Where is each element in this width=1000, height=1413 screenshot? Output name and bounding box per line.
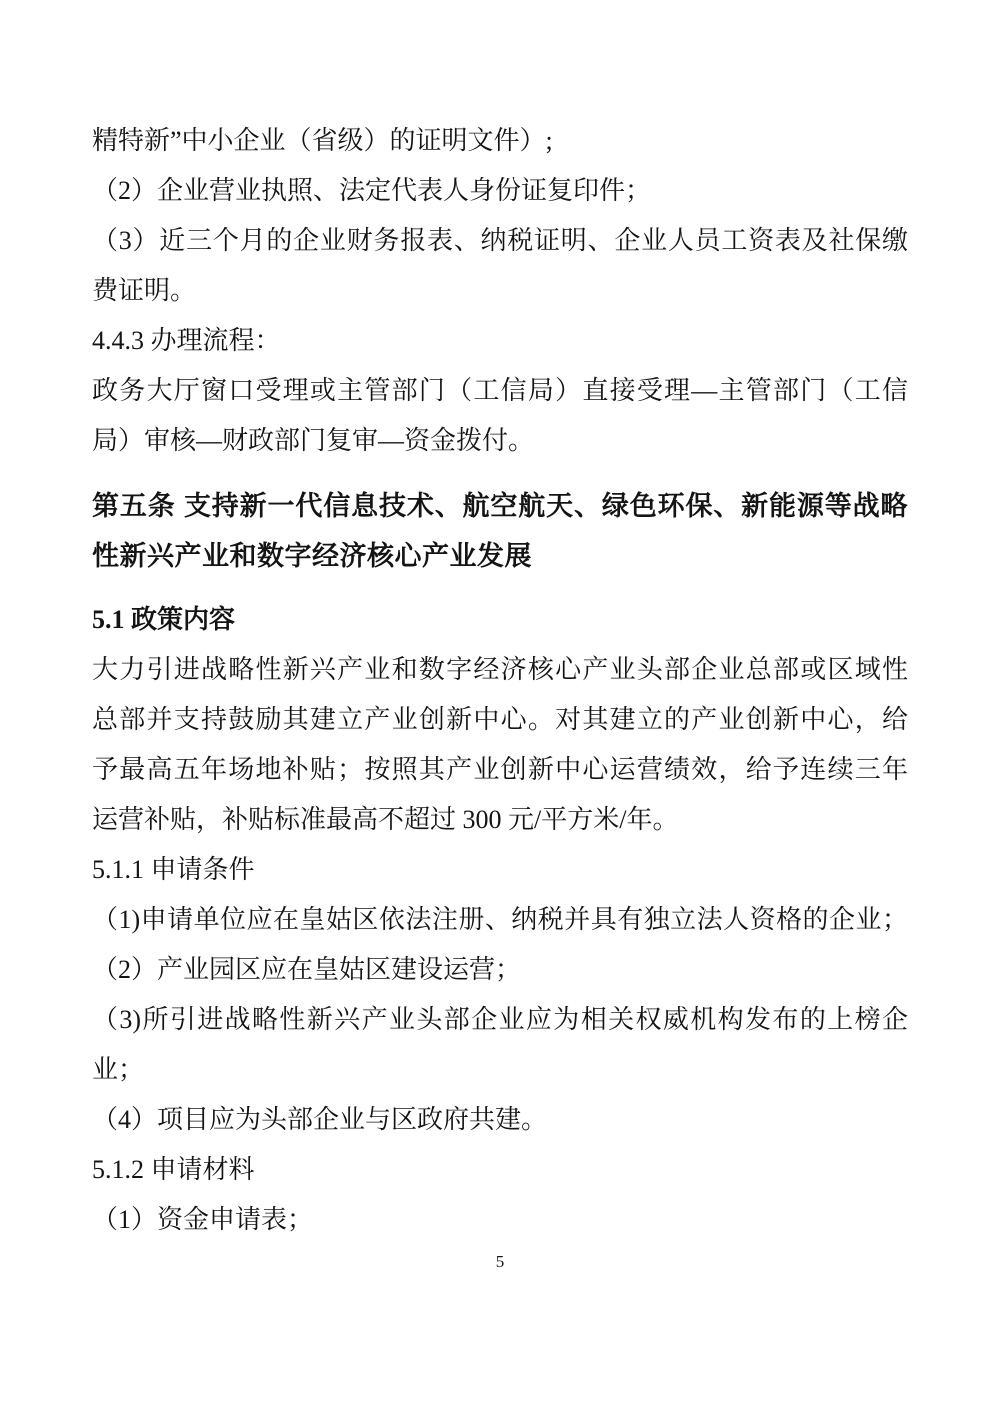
page-number: 5: [495, 1252, 505, 1271]
text-line: （3）近三个月的企业财务报表、纳税证明、企业人员工资表及社保缴: [92, 226, 908, 255]
text-line: 运营补贴，补贴标准最高不超过 300 元/平方米/年。: [92, 805, 679, 834]
text-line: 总部并支持鼓励其建立产业创新中心。对其建立的产业创新中心，给: [92, 705, 908, 734]
paragraph-application-materials-continued: [92, 116, 908, 316]
text-line: 局）审核—财政部门复审—资金拨付。: [92, 426, 535, 455]
section-5-1-2-materials: [92, 1145, 908, 1245]
section-4-4-3-process: [92, 316, 908, 466]
text-line: 第五条 支持新一代信息技术、航空航天、绿色环保、新能源等战略: [92, 491, 908, 521]
text-line: 政务大厅窗口受理或主管部门（工信局）直接受理—主管部门（工信: [92, 376, 908, 405]
text-line: 4.4.3 办理流程：: [92, 326, 281, 355]
section-5-1-policy-content: [92, 645, 908, 845]
text-line: 大力引进战略性新兴产业和数字经济核心产业头部企业总部或区域性: [92, 655, 908, 684]
text-line: 5.1.1 申请条件: [92, 855, 255, 884]
text-line: 予最高五年场地补贴；按照其产业创新中心运营绩效，给予连续三年: [92, 755, 908, 784]
text-line: （1)申请单位应在皇姑区依法注册、纳税并具有独立法人资格的企业；: [92, 905, 908, 934]
text-line: 性新兴产业和数字经济核心产业发展: [92, 541, 532, 571]
document-content: [92, 116, 908, 1245]
text-line: （2）产业园区应在皇姑区建设运营；: [92, 955, 522, 984]
section-5-1-title: [92, 595, 908, 645]
text-line: （2）企业营业执照、法定代表人身份证复印件；: [92, 176, 652, 205]
section-5-1-1-conditions: [92, 845, 908, 1145]
text-line: （4）项目应为头部企业与区政府共建。: [92, 1105, 548, 1134]
text-line: 业；: [92, 1055, 145, 1084]
text-line: 5.1.2 申请材料: [92, 1155, 255, 1184]
text-line: 费证明。: [92, 276, 197, 305]
text-line: 精特新”中小企业（省级）的证明文件）;: [92, 126, 553, 155]
text-line: （1）资金申请表；: [92, 1205, 314, 1234]
article-5-heading: [92, 481, 908, 581]
text-line: 5.1 政策内容: [92, 605, 236, 634]
text-line: （3)所引进战略性新兴产业头部企业应为相关权威机构发布的上榜企: [92, 1005, 908, 1034]
